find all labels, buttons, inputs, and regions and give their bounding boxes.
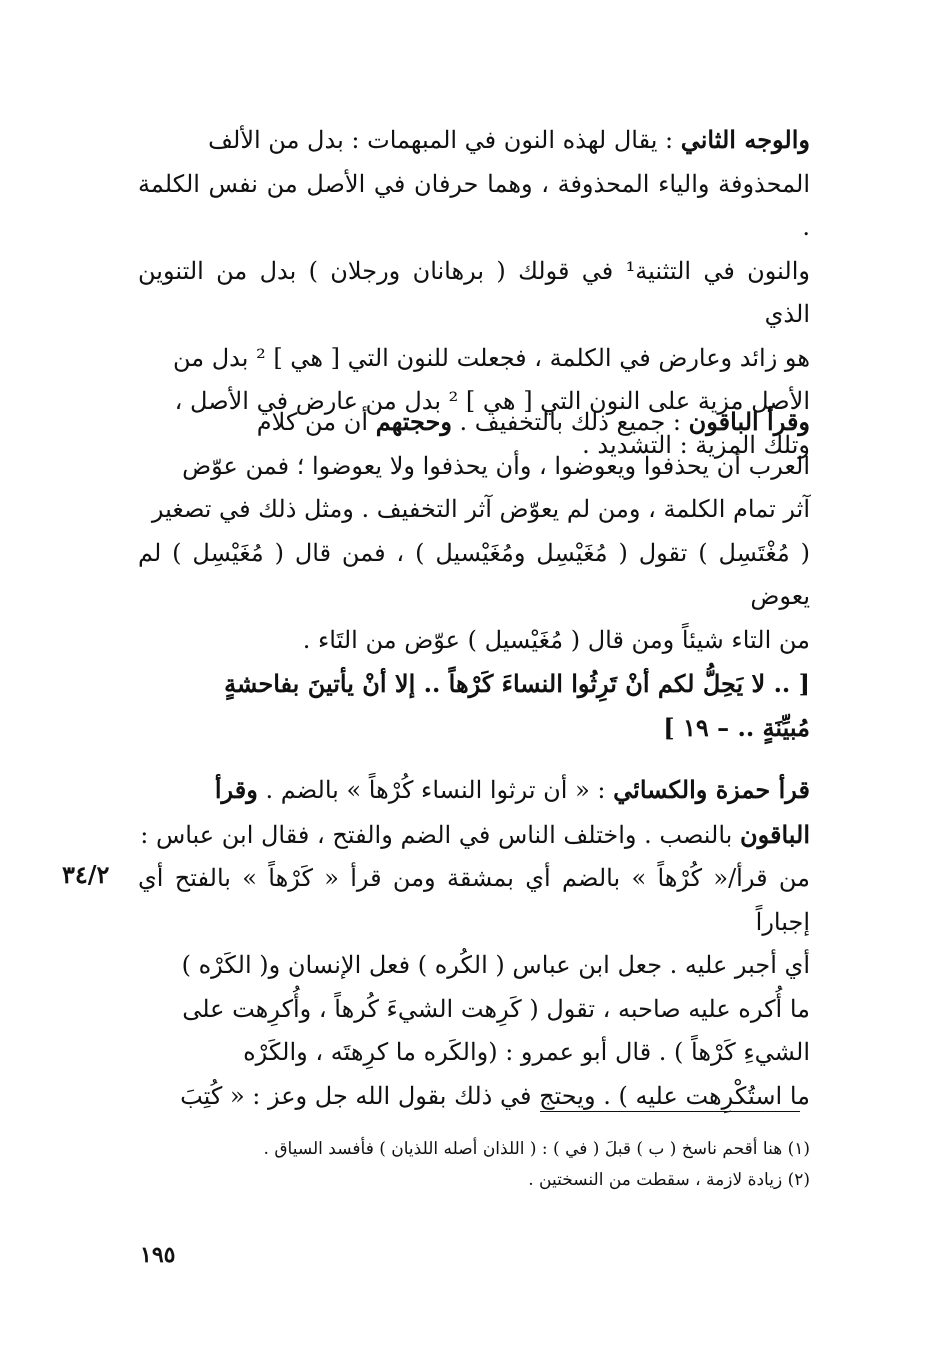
heading-term: وقرأ الباقون: [688, 407, 810, 436]
page-number: ١٩٥: [140, 1242, 176, 1268]
manuscript-folio-reference: ٣٤/٢: [62, 860, 110, 889]
line-text: : جميع ذلك بالتخفيف .: [451, 408, 689, 436]
heading-term: وقرأ: [214, 775, 258, 804]
text-line: المحذوفة والياء المحذوفة ، وهما حرفان في الأصل من نفس الكلمة .: [138, 169, 810, 241]
text-line: ما استُكْرِهت عليه ) . ويحتج في ذلك بقول الله جل وعز : « كُتِبَ: [180, 1081, 810, 1110]
heading-term: الباقون: [739, 819, 810, 849]
heading-term: والوجه الثاني: [680, 125, 810, 154]
paragraph-rest-reading: [138, 400, 810, 662]
text-line: [138, 813, 810, 858]
footnote: (٢) زيادة لازمة ، سقطت من النسختين .: [528, 1170, 810, 1190]
footnote-separator: [540, 1111, 800, 1112]
text-line: ( مُغْتَسِل ) تقول ( مُغَيْسِل ومُغَيْسيل ) ، فمن قال ( مُغَيْسِل ) لم يعوض: [138, 538, 810, 610]
text-line: [138, 118, 810, 163]
text-line: الأصل مزية على النون التي [ هي ] ² بدل من عارض في الأصل ،: [174, 387, 810, 415]
text-line: آثر تمام الكلمة ، ومن لم يعوّض آثر التخفيف . ومثل ذلك في تصغير: [151, 495, 810, 523]
footnote: (١) هنا أقحم ناسخ ( ب ) قبلَ ( في ) : ( اللذان أصله اللذيان ) فأفسد السياق .: [263, 1139, 810, 1159]
text-line: من قرأ/« كُرْهاً » بالضم أي بمشقة ومن قرأ « كَرْهاً » بالفتح أي إجباراً: [138, 864, 810, 936]
heading-term: وحجتهم: [375, 407, 452, 436]
text-line: [138, 400, 810, 445]
quran-verse: [124, 662, 810, 750]
text-line: والنون في التثنية¹ في قولك ( برهانان ورجلان ) بدل من التنوين الذي: [138, 256, 810, 328]
verse-line: [ .. لا يَحِلُّ لكم أنْ تَرِثُوا النساءَ كَرْهاً .. إلا أنْ يأتينَ بفاحشةٍ: [224, 669, 810, 698]
text-line: أي أجبر عليه . جعل ابن عباس ( الكُره ) فعل الإنسان و( الكَرْه ): [181, 951, 810, 979]
line-text: أن من كلام: [256, 408, 376, 436]
text-line: ما أُكره عليه صاحبه ، تقول ( كَرِهت الشيءَ كُرهاً ، وأُكرِهت على: [182, 994, 810, 1023]
text-line: العرب أن يحذفوا ويعوضوا ، وأن يحذفوا ولا يعوضوا ؛ فمن عوّض: [182, 451, 810, 480]
text-line: [138, 768, 810, 813]
paragraph-hamza-reading: [138, 768, 810, 1118]
heading-term: قرأ حمزة والكسائي: [613, 775, 810, 804]
footnotes: [140, 1134, 810, 1196]
line-text: : « أن ترثوا النساء كُرْهاً » بالضم .: [257, 776, 614, 804]
text-line: الشيءِ كَرْهاً ) . قال أبو عمرو : (والكَره ما كرِهتَه ، والكَرْه: [243, 1038, 810, 1066]
text-line: وتلك المزية : التشديد .: [582, 430, 810, 459]
line-text: بالنصب . واختلف الناس في الضم والفتح ، فقال ابن عباس :: [140, 820, 740, 849]
text-line: هو زائد وعارض في الكلمة ، فجعلت للنون التي [ هي ] ² بدل من: [172, 343, 810, 372]
verse-line: مُبيِّنَةٍ .. – ١٩ ]: [663, 713, 810, 742]
line-text: : يقال لهذه النون في المبهمات : بدل من الألف: [208, 126, 681, 154]
text-line: من التاء شيئاً ومن قال ( مُغَيْسيل ) عوّض من التَاء .: [302, 625, 810, 654]
